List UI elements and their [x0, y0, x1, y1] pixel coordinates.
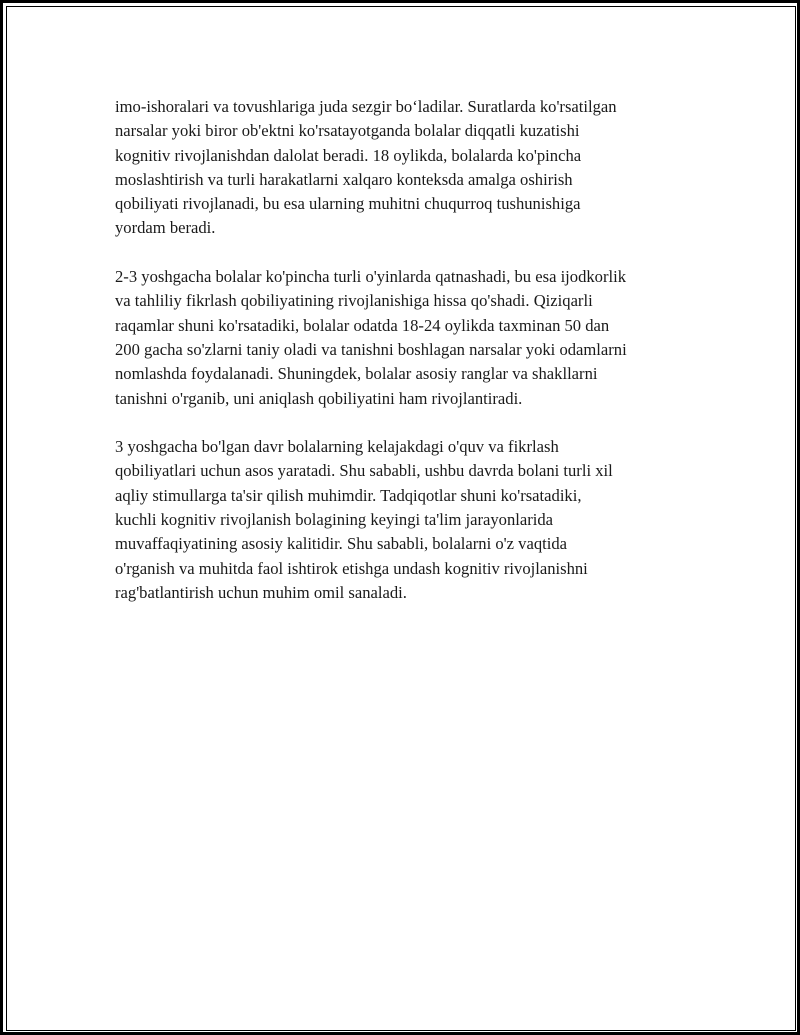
text-line: qobiliyati rivojlanadi, bu esa ularning muhitni chuqurroq tushunishiga	[115, 194, 581, 214]
text-line: 3 yoshgacha bo'lgan davr bolalarning kelajakdagi o'quv va fikrlash	[115, 437, 559, 457]
text-line: kognitiv rivojlanishdan dalolat beradi. 18 oylikda, bolalarda ko'pincha	[115, 145, 582, 165]
text-line: aqliy stimullarga ta'sir qilish muhimdir. Tadqiqotlar shuni ko'rsatadiki,	[115, 485, 582, 505]
text-line: imo-ishoralari va tovushlariga juda sezgir boʻladilar. Suratlarda ko'rsatilgan	[115, 97, 617, 116]
text-line: qobiliyatlari uchun asos yaratadi. Shu sababli, ushbu davrda bolani turli xil	[115, 461, 613, 481]
text-line: nomlashda foydalanadi. Shuningdek, bolalar asosiy ranglar va shakllarni	[115, 364, 598, 384]
text-line: muvaffaqiyatining asosiy kalitidir. Shu sababli, bolalarni o'z vaqtida	[115, 534, 568, 554]
document-body	[115, 95, 705, 605]
paragraph-spacer	[115, 241, 705, 265]
paragraph-2	[115, 265, 705, 411]
text-line: moslashtirish va turli harakatlarni xalqaro konteksda amalga oshirish	[115, 169, 573, 189]
paragraph-3	[115, 435, 705, 605]
text-line: narsalar yoki biror ob'ektni ko'rsatayotganda bolalar diqqatli kuzatishi	[115, 121, 580, 141]
text-line: 2-3 yoshgacha bolalar ko'pincha turli o'yinlarda qatnashadi, bu esa ijodkorlik	[115, 267, 627, 287]
text-line: tanishni o'rganib, uni aniqlash qobiliyatini ham rivojlantiradi.	[115, 388, 523, 408]
text-line: raqamlar shuni ko'rsatadiki, bolalar odatda 18-24 oylikda taxminan 50 dan	[115, 315, 610, 335]
text-line: va tahliliy fikrlash qobiliyatining rivojlanishiga hissa qo'shadi. Qiziqarli	[115, 291, 593, 311]
text-line: o'rganish va muhitda faol ishtirok etishga undash kognitiv rivojlanishni	[115, 558, 588, 578]
text-line: rag'batlantirish uchun muhim omil sanaladi.	[115, 582, 407, 602]
text-line: 200 gacha so'zlarni taniy oladi va tanishni boshlagan narsalar yoki odamlarni	[115, 339, 627, 359]
paragraph-1	[115, 95, 705, 241]
text-line: yordam beradi.	[115, 218, 216, 238]
paragraph-spacer	[115, 411, 705, 435]
text-line: kuchli kognitiv rivojlanish bolagining keyingi ta'lim jarayonlarida	[115, 510, 554, 530]
